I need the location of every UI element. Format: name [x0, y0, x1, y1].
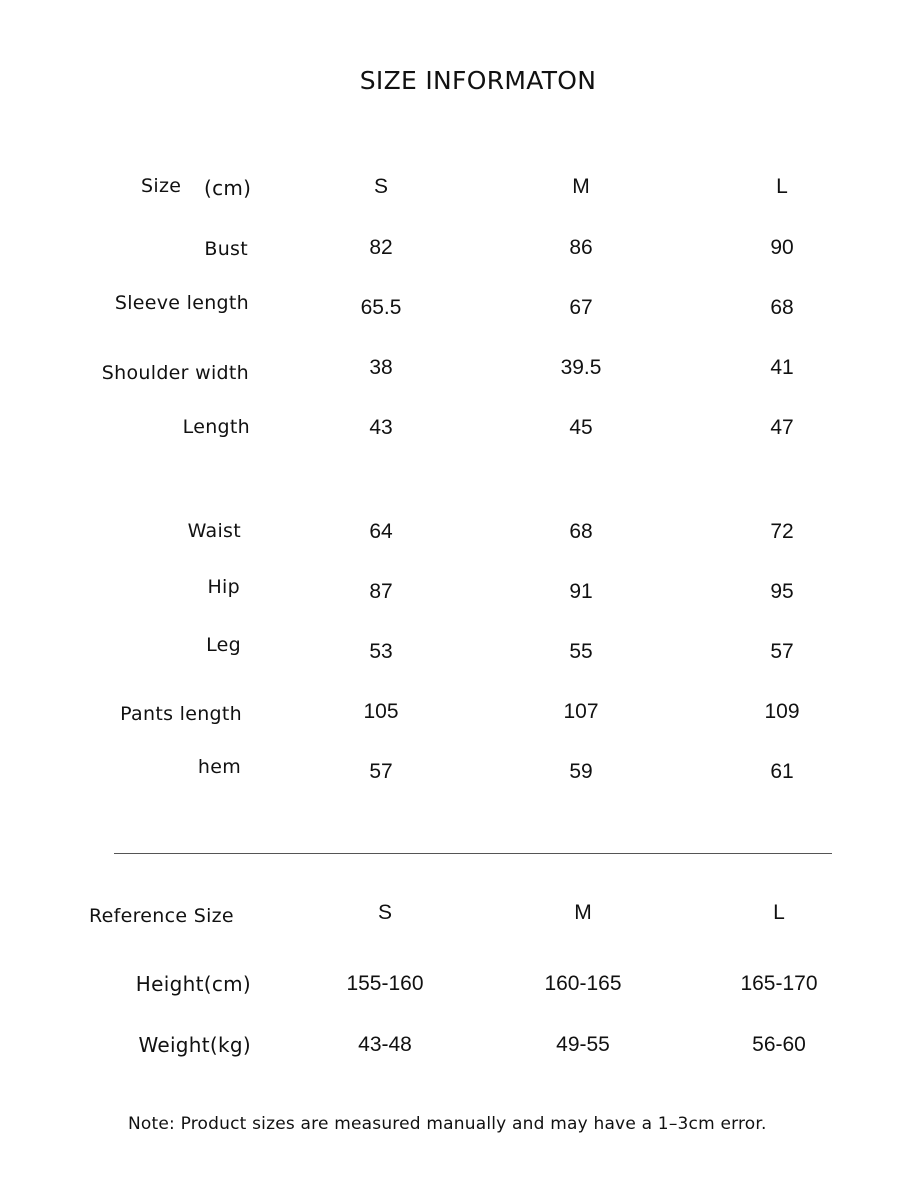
measurement-note: Note: Product sizes are measured manually and may have a 1–3cm error.: [128, 1114, 767, 1134]
row-value: 68: [770, 296, 794, 319]
row-label-leg: Leg: [206, 634, 241, 656]
row-value: 39.5: [560, 356, 602, 379]
reference-value: 56-60: [752, 1033, 806, 1056]
row-label-sleeve-length: Sleeve length: [114, 292, 249, 314]
row-value: 67: [569, 296, 593, 319]
row-value: 109: [764, 700, 800, 723]
row-label-hem: hem: [197, 756, 241, 778]
row-value: 107: [563, 700, 599, 723]
row-value: 57: [770, 640, 794, 663]
reference-size-s: S: [377, 901, 392, 924]
row-value: 45: [569, 416, 593, 439]
row-label-shoulder-width: Shoulder width: [101, 362, 249, 384]
row-value: 53: [369, 640, 393, 663]
row-value: 91: [569, 580, 593, 603]
reference-size-l: L: [773, 901, 785, 924]
row-value: 57: [369, 760, 393, 783]
row-value: 90: [770, 236, 794, 259]
row-value: 59: [569, 760, 593, 783]
row-label-waist: Waist: [187, 520, 241, 542]
row-label-length: Length: [182, 416, 250, 438]
row-value: 87: [369, 580, 393, 603]
row-value: 61: [770, 760, 794, 783]
row-value: 47: [770, 416, 794, 439]
page-title: SIZE INFORMATON: [359, 66, 597, 95]
row-label-hip: Hip: [207, 576, 240, 598]
reference-value: 49-55: [556, 1033, 610, 1056]
row-value: 41: [770, 356, 794, 379]
row-value: 65.5: [360, 296, 402, 319]
row-value: 86: [569, 236, 593, 259]
size-header-unit: (cm): [204, 176, 252, 200]
reference-value: 165-170: [740, 972, 818, 995]
row-value: 68: [569, 520, 593, 543]
reference-size-label: Reference Size: [89, 905, 234, 927]
size-header-label: Size: [141, 175, 182, 197]
row-value: 55: [569, 640, 593, 663]
reference-value: 160-165: [544, 972, 622, 995]
row-value: 105: [363, 700, 399, 723]
section-divider: [114, 853, 832, 854]
reference-weight-label: Weight(kg): [138, 1033, 251, 1057]
row-value: 64: [369, 520, 393, 543]
row-value: 95: [770, 580, 794, 603]
row-label-pants-length: Pants length: [120, 703, 242, 725]
size-header-m: M: [572, 175, 590, 198]
reference-value: 43-48: [358, 1033, 412, 1056]
row-value: 72: [770, 520, 794, 543]
reference-value: 155-160: [346, 972, 424, 995]
row-value: 43: [369, 416, 393, 439]
reference-height-label: Height(cm): [135, 972, 251, 996]
size-header-s: S: [373, 175, 388, 198]
row-label-bust: Bust: [204, 238, 248, 260]
size-header-l: L: [776, 175, 788, 198]
row-value: 82: [369, 236, 393, 259]
row-value: 38: [369, 356, 393, 379]
reference-size-m: M: [574, 901, 592, 924]
